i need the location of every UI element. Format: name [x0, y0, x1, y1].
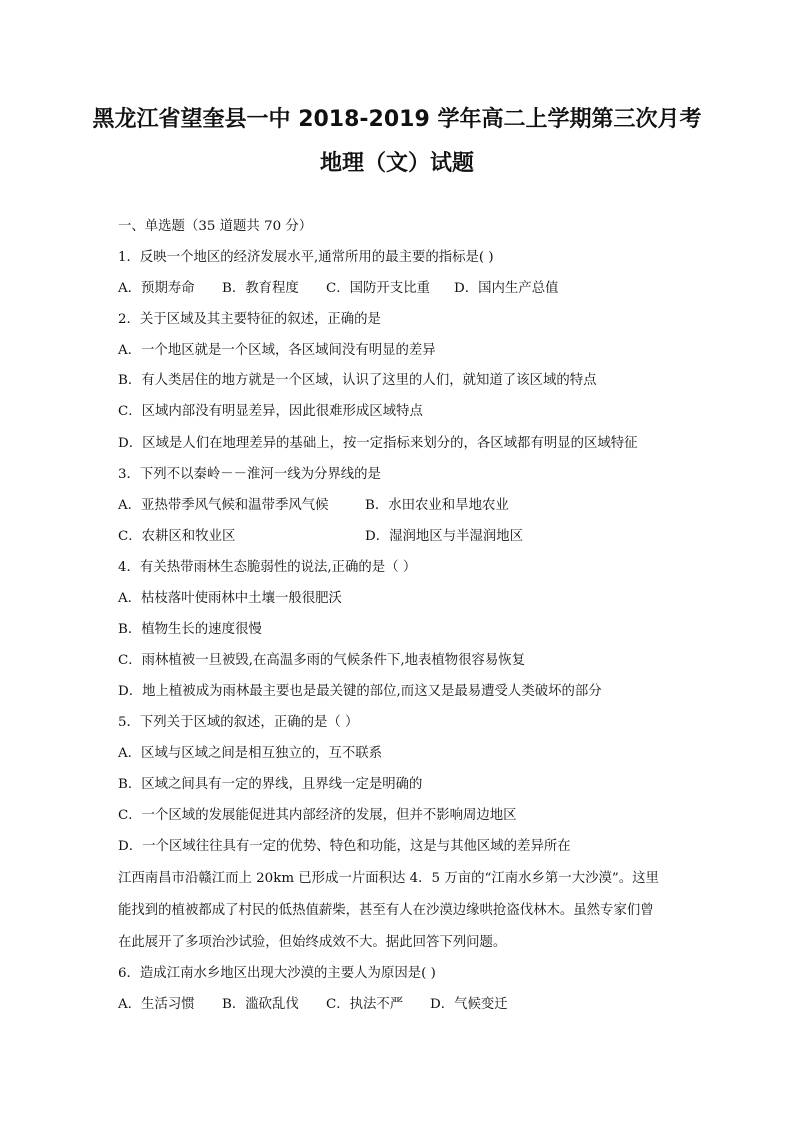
- document-subtitle: 地理（文）试题: [319, 151, 474, 176]
- section-heading: 一、单选题（35 道题共 70 分）: [118, 219, 313, 234]
- q4-option-b: B．植物生长的速度很慢: [118, 622, 262, 637]
- q6-option-a: A．生活习惯: [118, 997, 195, 1012]
- question-2-stem: 2．关于区域及其主要特征的叙述，正确的是: [118, 312, 381, 327]
- question-6-stem: 6．造成江南水乡地区出现大沙漠的主要人为原因是( ): [118, 966, 436, 981]
- q6-option-d: D．气候变迁: [430, 997, 508, 1012]
- question-3-stem: 3．下列不以秦岭－－淮河一线为分界线的是: [118, 467, 381, 482]
- q4-option-d: D．地上植被成为雨林最主要也是最关键的部位,而这又是最易遭受人类破坏的部分: [118, 684, 602, 699]
- question-3-options-row2: [118, 528, 523, 546]
- question-6-options: [118, 996, 508, 1014]
- q6-option-b: B．滥砍乱伐: [222, 997, 299, 1012]
- q5-option-d: D．一个区域往往具有一定的优势、特色和功能，这是与其他区域的差异所在: [118, 839, 571, 854]
- q3-option-b: B．水田农业和旱地农业: [365, 498, 509, 513]
- passage-line-3: 在此展开了多项治沙试验，但始终成效不大。据此回答下列问题。: [118, 935, 507, 950]
- q1-option-a: A．预期寿命: [118, 281, 195, 296]
- passage-line-1: 江西南昌市沿赣江而上 20km 已形成一片面积达 4．5 万亩的“江南水乡第一大沙漠”。这里: [118, 871, 659, 886]
- q6-option-c: C．执法不严: [326, 997, 404, 1012]
- q5-option-c: C．一个区域的发展能促进其内部经济的发展，但并不影响周边地区: [118, 808, 517, 823]
- q2-option-b: B．有人类居住的地方就是一个区域，认识了这里的人们，就知道了该区域的特点: [118, 373, 597, 388]
- q3-option-d: D．湿润地区与半湿润地区: [365, 529, 524, 544]
- question-1-options: [118, 280, 558, 298]
- q4-option-a: A．枯枝落叶使雨林中土壤一般很肥沃: [118, 591, 342, 606]
- q4-option-c: C．雨林植被一旦被毁,在高温多雨的气候条件下,地表植物很容易恢复: [118, 653, 526, 668]
- passage-line-2: 能找到的植被都成了村民的低热值薪柴，甚至有人在沙漠边缘哄抢盗伐林木。虽然专家们曾: [118, 903, 654, 918]
- question-1-stem: 1．反映一个地区的经济发展水平,通常所用的最主要的指标是( ): [118, 250, 494, 265]
- question-3-options-row1: [118, 497, 509, 515]
- question-5-stem: 5．下列关于区域的叙述，正确的是（ ）: [118, 715, 359, 730]
- q1-option-b: B．教育程度: [222, 281, 299, 296]
- q3-option-c: C．农耕区和牧业区: [118, 529, 236, 544]
- q1-option-d: D．国内生产总值: [454, 281, 559, 296]
- q2-option-a: A．一个地区就是一个区域，各区域间没有明显的差异: [118, 343, 436, 358]
- q5-option-a: A．区域与区域之间是相互独立的，互不联系: [118, 746, 383, 761]
- q2-option-d: D．区域是人们在地理差异的基础上，按一定指标来划分的，各区域都有明显的区域特征: [118, 436, 638, 451]
- q5-option-b: B．区域之间具有一定的界线，且界线一定是明确的: [118, 777, 423, 792]
- q2-option-c: C．区域内部没有明显差异，因此很难形成区域特点: [118, 404, 423, 419]
- q3-option-a: A．亚热带季风气候和温带季风气候: [118, 498, 329, 513]
- document-title: 黑龙江省望奎县一中 2018-2019 学年高二上学期第三次月考: [92, 107, 702, 132]
- q1-option-c: C．国防开支比重: [326, 281, 430, 296]
- question-4-stem: 4．有关热带雨林生态脆弱性的说法,正确的是（ ）: [118, 560, 417, 575]
